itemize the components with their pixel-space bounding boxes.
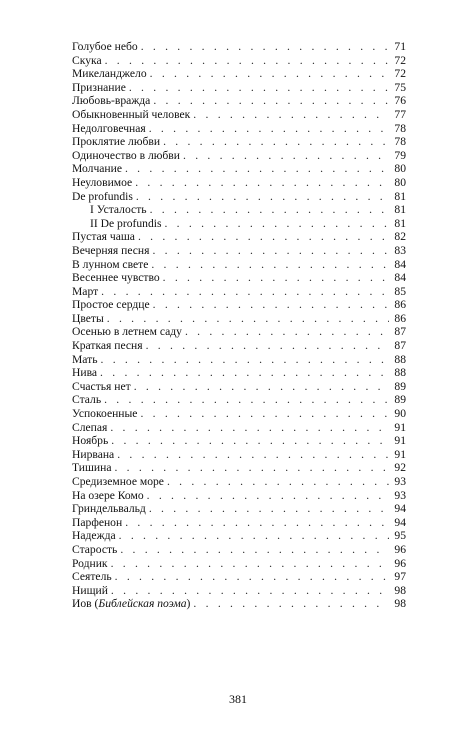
toc-entry-title: Старость: [72, 542, 118, 556]
toc-entry-title: Молчание: [72, 162, 122, 176]
dot-leader: [149, 502, 389, 516]
toc-entry: [72, 448, 406, 462]
dot-leader: [129, 81, 389, 95]
toc-entry: [72, 393, 406, 407]
dot-leader: [104, 393, 389, 407]
toc-entry: [72, 339, 406, 353]
toc-entry-title: II De profundis: [90, 216, 162, 230]
toc-entry-page: 97: [394, 570, 406, 584]
dot-leader: [193, 108, 389, 122]
toc-entry-page: 84: [394, 257, 406, 271]
toc-entry-page: 72: [394, 67, 406, 81]
toc-entry: [72, 258, 406, 272]
dot-leader: [164, 217, 389, 231]
toc-entry: [72, 190, 406, 204]
toc-entry-title: Цветы: [72, 311, 104, 325]
toc-entry-title: Март: [72, 284, 99, 298]
toc-entry-page: 78: [394, 121, 406, 135]
dot-leader: [138, 230, 389, 244]
toc-entry-title: Иов (Библейская поэма): [72, 597, 191, 611]
toc-entry: [72, 108, 406, 122]
dot-leader: [125, 162, 389, 176]
dot-leader: [185, 325, 389, 339]
toc-entry: [72, 230, 406, 244]
dot-leader: [146, 339, 389, 353]
dot-leader: [153, 94, 389, 108]
toc-entry-title: Простое сердце: [72, 298, 150, 312]
toc-entry: [72, 407, 406, 421]
toc-entry-title: Осенью в летнем саду: [72, 325, 182, 339]
dot-leader: [107, 312, 389, 326]
dot-leader: [101, 353, 389, 367]
toc-entry-title: Пустая чаша: [72, 230, 135, 244]
toc-entry-page: 81: [394, 216, 406, 230]
toc-entry-title: Сталь: [72, 393, 102, 407]
toc-entry: [72, 366, 406, 380]
toc-entry-title: Обыкновенный человек: [72, 107, 191, 121]
toc-entry: [72, 149, 406, 163]
toc-entry-title: Сеятель: [72, 570, 112, 584]
toc-entry-page: 96: [394, 542, 406, 556]
toc-entry-page: 79: [394, 148, 406, 162]
toc-entry-title: Средиземное море: [72, 475, 164, 488]
dot-leader: [119, 529, 389, 543]
dot-leader: [101, 285, 389, 299]
dot-leader: [136, 190, 389, 204]
toc-entry-page: 91: [394, 447, 406, 461]
toc-entry-page: 80: [394, 175, 406, 189]
toc-entry: [72, 502, 406, 516]
toc-entry-page: 96: [394, 556, 406, 570]
toc-entry-title: Одиночество в любви: [72, 148, 180, 162]
toc-entry-title: Счастья нет: [72, 379, 131, 393]
dot-leader: [151, 258, 389, 272]
toc-entry-title: Нищий: [72, 583, 108, 597]
toc-entry: [72, 475, 406, 489]
dot-leader: [167, 475, 389, 489]
toc-entry: [72, 135, 406, 149]
toc-entry-title: Вечерняя песня: [72, 243, 150, 257]
toc-entry: [72, 162, 406, 176]
toc-entry-page: 93: [394, 488, 406, 502]
toc-entry-page: 85: [394, 284, 406, 298]
dot-leader: [111, 557, 389, 571]
toc-entry: [72, 543, 406, 557]
toc-entry: [72, 54, 406, 68]
toc-entry-page: 75: [394, 80, 406, 94]
dot-leader: [153, 298, 389, 312]
page-number: 381: [229, 692, 247, 706]
toc-entry: [72, 325, 406, 339]
toc-entry-title: Нирвана: [72, 447, 115, 461]
toc-entry-page: 82: [394, 230, 406, 244]
dot-leader: [149, 122, 389, 136]
toc-entry: [72, 176, 406, 190]
toc-entry-page: 88: [394, 366, 406, 380]
toc-entry-page: 84: [394, 271, 406, 285]
toc-entry-page: 78: [394, 135, 406, 149]
toc-entry-page: 89: [394, 379, 406, 393]
toc-entry-title: Признание: [72, 80, 126, 94]
dot-leader: [147, 489, 389, 503]
toc-entry-page: 71: [394, 40, 406, 53]
toc-entry-page: 83: [394, 243, 406, 257]
dot-leader: [117, 448, 389, 462]
toc-entry-title: Голубое небо: [72, 40, 138, 53]
toc-entry-page: 91: [394, 420, 406, 434]
toc-entry: [72, 421, 406, 435]
toc-entry-page: 93: [394, 475, 406, 488]
toc-entry: [72, 203, 406, 217]
toc-entry-title: Неуловимое: [72, 175, 133, 189]
toc-entry-title: Родник: [72, 556, 108, 570]
toc-entry: [72, 570, 406, 584]
toc-entry-title: В лунном свете: [72, 257, 149, 271]
toc-entry: [72, 312, 406, 326]
toc-entry: [72, 489, 406, 503]
dot-leader: [140, 407, 389, 421]
toc-entry-page: 95: [394, 529, 406, 543]
toc-entry-page: 87: [394, 325, 406, 339]
toc-entry-title: Проклятие любви: [72, 135, 161, 149]
toc-entry-title: Краткая песня: [72, 339, 143, 353]
toc-entry: [72, 244, 406, 258]
toc-entry-page: 92: [394, 461, 406, 475]
dot-leader: [135, 176, 389, 190]
toc-entry-page: 80: [394, 162, 406, 176]
dot-leader: [125, 516, 389, 530]
toc-entry-title: Слепая: [72, 420, 108, 434]
toc-entry: [72, 285, 406, 299]
toc-entry: [72, 529, 406, 543]
dot-leader: [105, 54, 389, 68]
toc-entry-title: На озере Комо: [72, 488, 144, 502]
toc-entry: [72, 597, 406, 611]
toc-entry-title: De profundis: [72, 189, 133, 203]
toc-entry-title: Парфенон: [72, 515, 123, 529]
toc-entry-page: 94: [394, 515, 406, 529]
dot-leader: [150, 67, 389, 81]
toc-entry: [72, 434, 406, 448]
dot-leader: [100, 366, 389, 380]
toc-entry-page: 87: [394, 339, 406, 353]
toc-entry: [72, 516, 406, 530]
toc-entry: [72, 271, 406, 285]
toc-entry: [72, 217, 406, 231]
table-of-contents: [72, 40, 406, 611]
toc-entry-title: Ноябрь: [72, 434, 109, 448]
toc-entry: [72, 81, 406, 95]
toc-entry: [72, 557, 406, 571]
toc-entry: [72, 584, 406, 598]
toc-entry-title: Скука: [72, 53, 102, 67]
toc-entry: [72, 122, 406, 136]
toc-entry: [72, 380, 406, 394]
dot-leader: [111, 434, 389, 448]
toc-entry-page: 91: [394, 434, 406, 448]
toc-entry-title: Нива: [72, 366, 98, 380]
toc-entry-title: Любовь-вражда: [72, 94, 151, 108]
toc-entry-page: 81: [394, 203, 406, 217]
toc-entry-title: Недолговечная: [72, 121, 146, 135]
toc-entry-page: 72: [394, 53, 406, 67]
dot-leader: [163, 271, 389, 285]
toc-entry: [72, 94, 406, 108]
toc-entry-title: Тишина: [72, 461, 112, 475]
toc-entry-page: 88: [394, 352, 406, 366]
dot-leader: [120, 543, 389, 557]
toc-entry-title: Мать: [72, 352, 98, 366]
dot-leader: [134, 380, 389, 394]
toc-entry-page: 76: [394, 94, 406, 108]
dot-leader: [141, 40, 389, 54]
dot-leader: [114, 461, 389, 475]
dot-leader: [152, 244, 389, 258]
toc-entry-page: 98: [394, 597, 406, 611]
dot-leader: [111, 584, 389, 598]
toc-entry: [72, 461, 406, 475]
toc-entry-title: Успокоенные: [72, 407, 138, 421]
dot-leader: [110, 421, 389, 435]
dot-leader: [193, 597, 389, 611]
dot-leader: [115, 570, 389, 584]
toc-entry: [72, 40, 406, 54]
toc-entry-page: 94: [394, 502, 406, 516]
toc-entry-title: I Усталость: [90, 203, 147, 217]
toc-entry: [72, 353, 406, 367]
toc-entry-page: 89: [394, 393, 406, 407]
toc-entry-title: Гриндельвальд: [72, 502, 146, 516]
toc-entry: [72, 298, 406, 312]
toc-entry-page: 81: [394, 189, 406, 203]
toc-entry-page: 77: [394, 107, 406, 121]
dot-leader: [183, 149, 389, 163]
toc-entry-page: 90: [394, 407, 406, 421]
toc-entry-title: Микеланджело: [72, 67, 147, 81]
dot-leader: [163, 135, 389, 149]
toc-entry-page: 98: [394, 583, 406, 597]
toc-entry-title: Весеннее чувство: [72, 271, 160, 285]
dot-leader: [150, 203, 389, 217]
toc-entry-page: 86: [394, 298, 406, 312]
toc-entry-title: Надежда: [72, 529, 116, 543]
toc-entry-page: 86: [394, 311, 406, 325]
toc-entry: [72, 67, 406, 81]
